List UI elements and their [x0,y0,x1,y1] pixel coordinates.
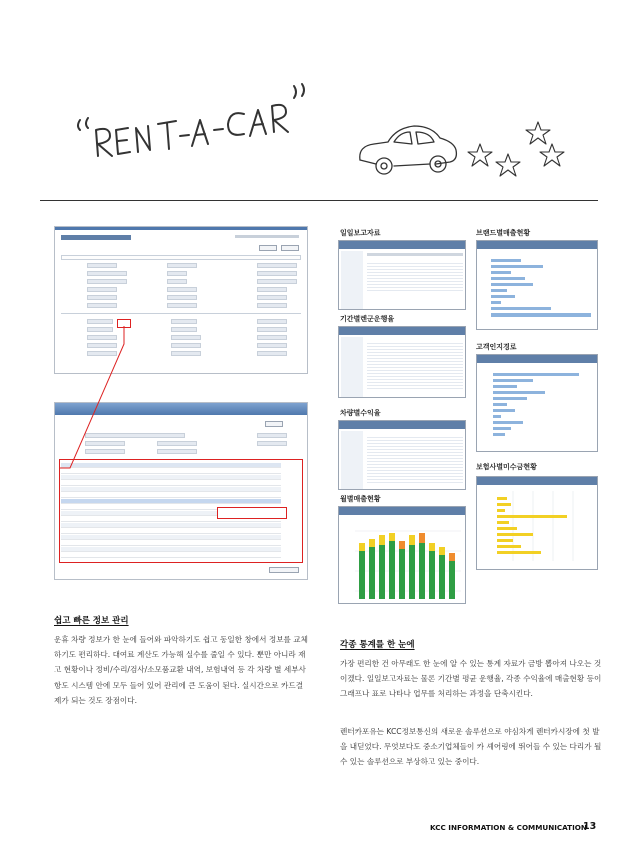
insurer-collection-chart-screenshot [476,476,598,570]
right-section-heading: 각종 통계를 한 눈에 [340,640,415,650]
daily-report-screenshot [338,240,466,310]
highlight-box-tooltip [217,507,287,519]
caption-insurer-collection: 보험사별미수금현황 [476,463,537,471]
rental-contract-form-screenshot [54,226,308,374]
stars-doodle [466,118,576,184]
caption-daily-report: 일일보고자료 [340,229,381,237]
caption-brand-sales: 브랜드별매출현황 [476,229,531,237]
top-divider [40,200,598,201]
right-section-paragraph-1: 가장 편리한 건 아무래도 한 눈에 알 수 있는 통계 자료가 금방 뽑아져 나오는 것이겠다. 일일보고자료는 물론 기간별 평균 운행율, 각종 수익율에 매출현황 등이 그래프나 표로 나타나 업무를 처리하는 과정을 단축시킨다. [340,659,602,699]
caption-customer-path: 고객인지경로 [476,343,517,351]
brand-sales-chart-screenshot [476,240,598,330]
vehicle-search-list-screenshot [54,402,308,580]
car-doodle [354,116,464,182]
vehicle-revenue-screenshot [338,420,466,490]
customer-path-chart-screenshot [476,354,598,452]
caption-monthly-sales: 월별매출현황 [340,495,381,503]
monthly-sales-chart-screenshot [338,506,466,604]
left-section-heading: 쉽고 빠른 정보 관리 [54,616,129,626]
page-number: 13 [583,821,597,832]
highlight-box-top [117,319,131,328]
rent-a-car-handwritten-title [72,78,312,168]
right-section-paragraph-2: 렌터카포유는 KCC정보통신의 새로운 솔루션으로 야심차게 렌터카시장에 첫 발을 내딛었다. 무엇보다도 중소기업체들이 카 셰어링에 뛰어들 수 있는 다리가 될 수 있는 솔루션으로 부상하고 있는 중이다. [340,727,602,767]
caption-period-rental: 기간별렌군운행율 [340,315,395,323]
period-rental-screenshot [338,326,466,398]
caption-vehicle-revenue: 차량별수익율 [340,409,381,417]
left-section-paragraph: 운휴 차량 정보가 한 눈에 들어와 파악하기도 쉽고 동일한 창에서 정보를 교체하기도 편리하다. 대여료 계산도 가능해 실수를 줄일 수 있다. 뿐만 아니라 재고 현황이나 정비/수리/검사/소모품교환 내역, 보험내역 등 각 차량 별 세부사항도 시스템 안에 모두 들어 있어 관리에 큰 도움이 된다. 실시간으로 카드결제가 되는 것도 장점이다. [54,635,308,705]
footer-company: KCC INFORMATION & COMMUNICATION [430,823,587,832]
